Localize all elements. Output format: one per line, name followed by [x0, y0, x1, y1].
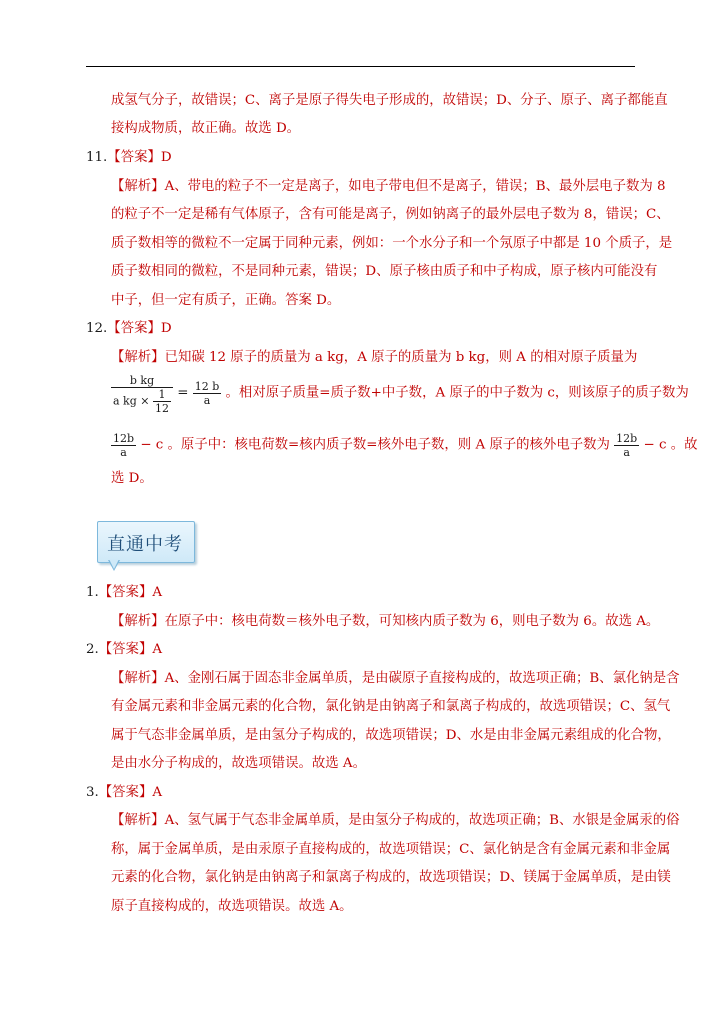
banner-tail-inner — [109, 559, 119, 569]
text-line: 选 D。 — [111, 471, 153, 486]
header-rule — [86, 66, 635, 67]
fraction-12b-over-a: $\frac{12 b}{a}$ — [194, 380, 220, 407]
analysis-3: 【解析】A、氢气属于气态非金属单质，是由氢分子构成的，故选项正确；B、水银是金属汞的俗 — [111, 813, 680, 828]
analysis-12: 【解析】已知碳 12 原子的质量为 a kg，A 原子的质量为 b kg，则 A 的相对原子质量为 — [111, 350, 638, 365]
answer-11: 11.【答案】D — [86, 150, 172, 165]
analysis-11: 【解析】A、带电的粒子不一定是离子，如电子带电但不是离子，错误；B、最外层电子数为 8 — [111, 179, 666, 194]
answer-3: 3.【答案】A — [86, 785, 163, 800]
fraction-mass-ratio: b kg a kg × $\frac{1}{12}$ — [111, 374, 173, 415]
text-line: 质子数相等的微粒不一定属于同种元素，例如：一个水分子和一个氖原子中都是 10 个质子，是 — [111, 236, 673, 251]
text-line: 有金属元素和非金属元素的化合物，氯化钠是由钠离子和氯离子构成的，故选项错误；C、氢气 — [111, 699, 671, 714]
answer-12: 12.【答案】D — [86, 321, 172, 336]
fraction-one-twelfth: $\frac{1}{12}$ — [154, 388, 169, 415]
text-line: 是由水分子构成的，故选项错误。故选 A。 — [111, 756, 366, 771]
text-line: 质子数相同的微粒，不是同种元素，错误；D、原子核由质子和中子构成，原子核内可能没有 — [111, 264, 658, 279]
analysis-2: 【解析】A、金刚石属于固态非金属单质，是由碳原子直接构成的，故选项正确；B、氯化钠是含 — [111, 671, 680, 686]
analysis-1: 【解析】在原子中：核电荷数＝核外电子数，可知核内质子数为 6，则电子数为 6。故选 A。 — [111, 614, 660, 629]
text-line: 成氢气分子，故错误；C、离子是原子得失电子形成的，故错误；D、分子、原子、离子都能直 — [111, 93, 668, 108]
answer-2: 2.【答案】A — [86, 642, 163, 657]
text-line: 原子直接构成的，故选项错误。故选 A。 — [111, 899, 353, 914]
fraction-12b-over-a: $\frac{12b}{a}$ — [113, 432, 135, 459]
text-line: 的粒子不一定是稀有气体原子，含有可能是离子，例如钠离子的最外层电子数为 8，错误；C、 — [111, 207, 670, 222]
text-line: 中子，但一定有质子，正确。答案 D。 — [111, 293, 341, 308]
section-title: 直通中考 — [107, 534, 183, 555]
text-line: 属于气态非金属单质，是由氢分子构成的，故选项错误；D、水是由非金属元素组成的化合物， — [111, 728, 671, 743]
formula-line: b kg a kg × $\frac{1}{12}$ = $\frac{12 b}{a}$ 。相对原子质量=质子数+中子数，A 原子的中子数为 c，则该原子的质子数为 — [113, 374, 689, 415]
answer-1: 1.【答案】A — [86, 585, 163, 600]
fraction-12b-over-a: $\frac{12b}{a}$ — [616, 432, 638, 459]
text-line: 称，属于金属单质，是由汞原子直接构成的，故选项错误；C、氯化钠是含有金属元素和非金属 — [111, 842, 671, 857]
text-line: 接构成物质，故正确。故选 D。 — [111, 121, 301, 136]
text-line: 元素的化合物，氯化钠是由钠离子和氯离子构成的，故选项错误；D、镁属于金属单质，是由镁 — [111, 870, 671, 885]
formula-line-2: $\frac{12b}{a}$ − c 。原子中：核电荷数=核内质子数=核外电子数，则 A 原子的核外电子数为 $\frac{12b}{a}$ − c 。故 — [113, 432, 698, 459]
